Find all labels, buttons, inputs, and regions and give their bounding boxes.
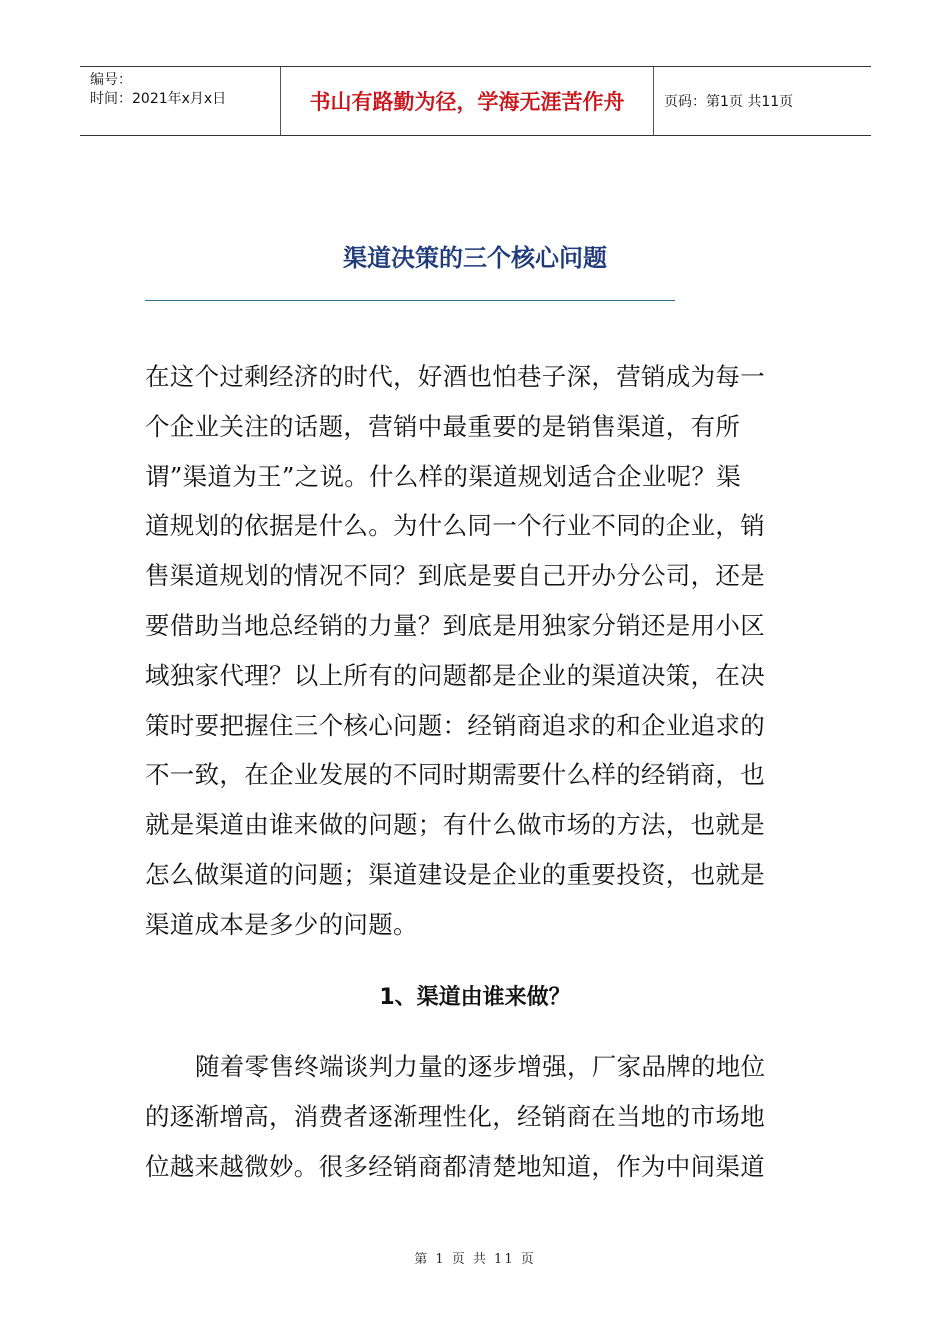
document-header [80, 66, 871, 136]
text-line: 域独家代理？以上所有的问题都是企业的渠道决策，在决 [145, 660, 765, 690]
text-line: 个企业关注的话题，营销中最重要的是销售渠道，有所 [145, 411, 741, 441]
header-page-info: 页码：第1页 共11页 [664, 94, 794, 110]
text-line: 道规划的依据是什么。为什么同一个行业不同的企业，销 [145, 511, 765, 541]
text-line: 要借助当地总经销的力量？到底是用独家分销还是用小区 [145, 610, 765, 640]
text-line: 随着零售终端谈判力量的逐步增强，厂家品牌的地位 [195, 1052, 766, 1081]
text-line: 在这个过剩经济的时代，好酒也怕巷子深，营销成为每一 [145, 362, 765, 391]
text-line: 不一致，在企业发展的不同时期需要什么样的经销商，也 [145, 760, 765, 790]
text-line: 策时要把握住三个核心问题：经销商追求的和企业追求的 [145, 710, 765, 740]
page-footer: 第 1 页 共 11 页 [414, 1252, 536, 1267]
text-line: 谓”渠道为王”之说。什么样的渠道规划适合企业呢？渠 [145, 461, 742, 491]
document-title: 渠道决策的三个核心问题 [343, 244, 607, 272]
header-motto: 书山有路勤为径，学海无涯苦作舟 [281, 67, 654, 135]
header-meta-cell [80, 67, 281, 135]
intro-paragraph [145, 352, 785, 950]
section1-paragraph [145, 1042, 785, 1191]
text-line: 位越来越微妙。很多经销商都清楚地知道，作为中间渠道 [145, 1151, 765, 1181]
time-label: 时间：2021年x月x日 [90, 91, 227, 107]
section-heading: 1、渠道由谁来做？ [379, 985, 571, 1010]
text-line: 就是渠道由谁来做的问题；有什么做市场的方法，也就是 [145, 810, 765, 840]
text-line: 的逐渐增高，消费者逐渐理性化，经销商在当地的市场地 [145, 1101, 765, 1131]
title-underline [145, 300, 675, 301]
serial-label: 编号： [90, 72, 132, 88]
text-line: 怎么做渠道的问题；渠道建设是企业的重要投资，也就是 [145, 859, 765, 889]
text-line: 渠道成本是多少的问题。 [145, 909, 418, 939]
text-line: 售渠道规划的情况不同？到底是要自己开办分公司，还是 [145, 561, 765, 591]
